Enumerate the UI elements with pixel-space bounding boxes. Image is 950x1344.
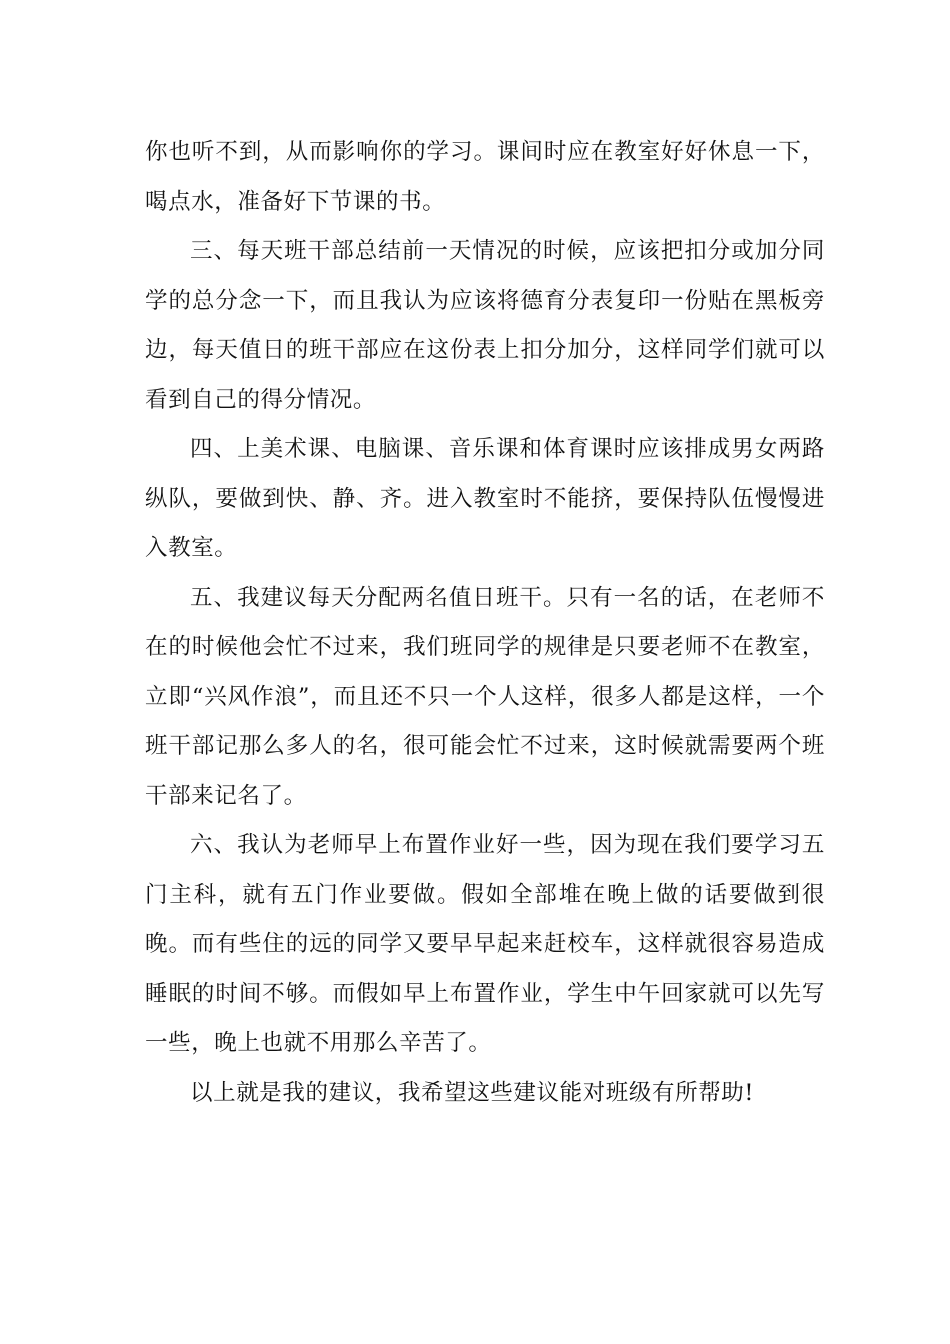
paragraph-suggestion-4: 四、上美术课、电脑课、音乐课和体育课时应该排成男女两路纵队，要做到快、静、齐。进入教室时不能挤，要保持队伍慢慢进入教室。 (145, 436, 825, 561)
paragraph-suggestion-5: 五、我建议每天分配两名值日班干。只有一名的话，在老师不在的时候他会忙不过来，我们班同学的规律是只要老师不在教室，立即“兴风作浪”，而且还不只一个人这样，很多人都是这样，一个班干部记那么多人的名，很可能会忙不过来，这时候就需要两个班干部来记名了。 (145, 584, 825, 809)
document-body (145, 128, 825, 1118)
paragraph-suggestion-3: 三、每天班干部总结前一天情况的时候，应该把扣分或加分同学的总分念一下，而且我认为应该将德育分表复印一份贴在黑板旁边，每天值日的班干部应在这份表上扣分加分，这样同学们就可以看到自己的得分情况。 (145, 238, 825, 413)
paragraph-suggestion-6: 六、我认为老师早上布置作业好一些，因为现在我们要学习五门主科，就有五门作业要做。假如全部堆在晚上做的话要做到很晚。而有些住的远的同学又要早早起来赶校车，这样就很容易造成睡眠的时间不够。而假如早上布置作业，学生中午回家就可以先写一些，晚上也就不用那么辛苦了。 (145, 832, 825, 1056)
paragraph-conclusion: 以上就是我的建议，我希望这些建议能对班级有所帮助! (190, 1079, 755, 1106)
paragraph-continuation: 你也听不到，从而影响你的学习。课间时应在教室好好休息一下，喝点水，准备好下节课的书。 (145, 139, 825, 215)
